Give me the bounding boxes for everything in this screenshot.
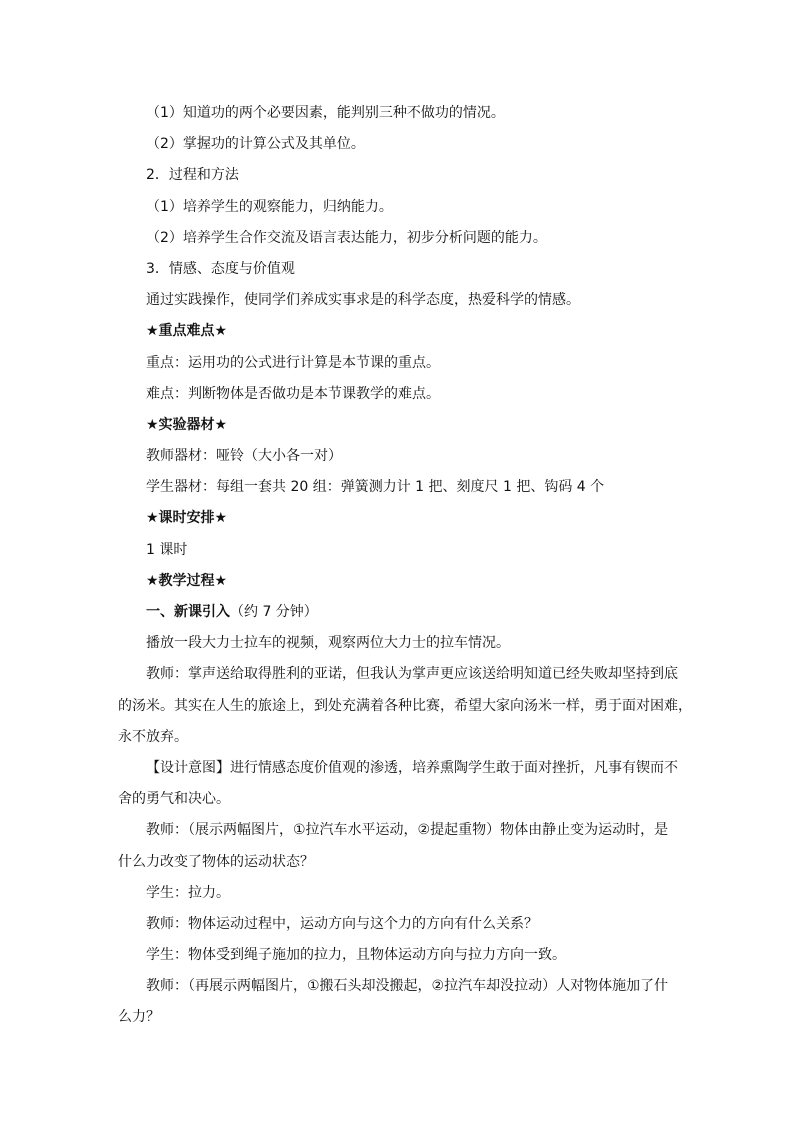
student-answer-2: 学生：物体受到绳子施加的拉力，且物体运动方向与拉力方向一致。	[146, 947, 566, 964]
objective-1-2: （2）掌握功的计算公式及其单位。	[146, 136, 365, 153]
intro-video: 播放一段大力士拉车的视频，观察两位大力士的拉车情况。	[146, 635, 510, 652]
teacher-equipment: 教师器材：哑铃（大小各一对）	[146, 448, 342, 465]
student-equipment: 学生器材：每组一套共 20 组：弹簧测力计 1 把、刻度尺 1 把、钩码 4 个	[146, 479, 605, 496]
design-intent-line-1: 【设计意图】进行情感态度价值观的渗透，培养熏陶学生敢于面对挫折，凡事有锲而不	[146, 759, 678, 776]
teacher-question-1-line-2: 什么力改变了物体的运动状态？	[118, 853, 314, 870]
heading-key-difficult: ★重点难点★	[146, 323, 228, 340]
teacher-remark-1-line-1: 教师：掌声送给取得胜利的亚诺，但我认为掌声更应该送给明知道已经失败却坚持到底	[146, 666, 678, 683]
section-process-method: 2．过程和方法	[146, 167, 239, 184]
heading-equipment: ★实验器材★	[146, 416, 228, 433]
heading-teaching-process: ★教学过程★	[146, 572, 228, 589]
schedule-value: 1 课时	[146, 541, 188, 558]
objective-1-1: （1）知道功的两个必要因素，能判别三种不做功的情况。	[146, 105, 505, 121]
teacher-question-2: 教师：物体运动过程中，运动方向与这个力的方向有什么关系？	[146, 915, 538, 932]
teacher-remark-1-line-2: 的汤米。其实在人生的旅途上，到处充满着各种比赛，希望大家向汤米一样，勇于面对困难，	[118, 697, 692, 714]
document-body	[118, 98, 692, 1034]
teacher-remark-1-line-3: 永不放弃。	[118, 728, 188, 745]
design-intent-line-2: 舍的勇气和决心。	[118, 791, 230, 808]
teacher-question-3-line-1: 教师：（再展示两幅图片，①搬石头却没搬起，②拉汽车却没拉动）人对物体施加了什	[146, 978, 669, 995]
section-new-lesson-intro	[146, 597, 666, 628]
teacher-question-1-line-1: 教师：（展示两幅图片，①拉汽车水平运动，②提起重物）物体由静止变为运动时，是	[146, 822, 669, 839]
difficult-point: 难点：判断物体是否做功是本节课教学的难点。	[146, 385, 440, 402]
section-new-lesson-intro-title: 一、新课引入	[146, 604, 230, 620]
objective-2-1: （1）培养学生的观察能力，归纳能力。	[146, 198, 393, 215]
objective-2-2: （2）培养学生合作交流及语言表达能力，初步分析问题的能力。	[146, 229, 547, 246]
section-emotion-attitude: 3．情感、态度与价值观	[146, 260, 295, 277]
heading-schedule: ★课时安排★	[146, 510, 228, 527]
section-new-lesson-intro-time: （约 7 分钟）	[230, 604, 318, 620]
teacher-question-3-line-2: 么力？	[118, 1009, 160, 1026]
student-answer-1: 学生：拉力。	[146, 884, 230, 901]
objective-3: 通过实践操作，使同学们养成实事求是的科学态度，热爱科学的情感。	[146, 292, 580, 309]
key-point: 重点：运用功的公式进行计算是本节课的重点。	[146, 354, 440, 371]
